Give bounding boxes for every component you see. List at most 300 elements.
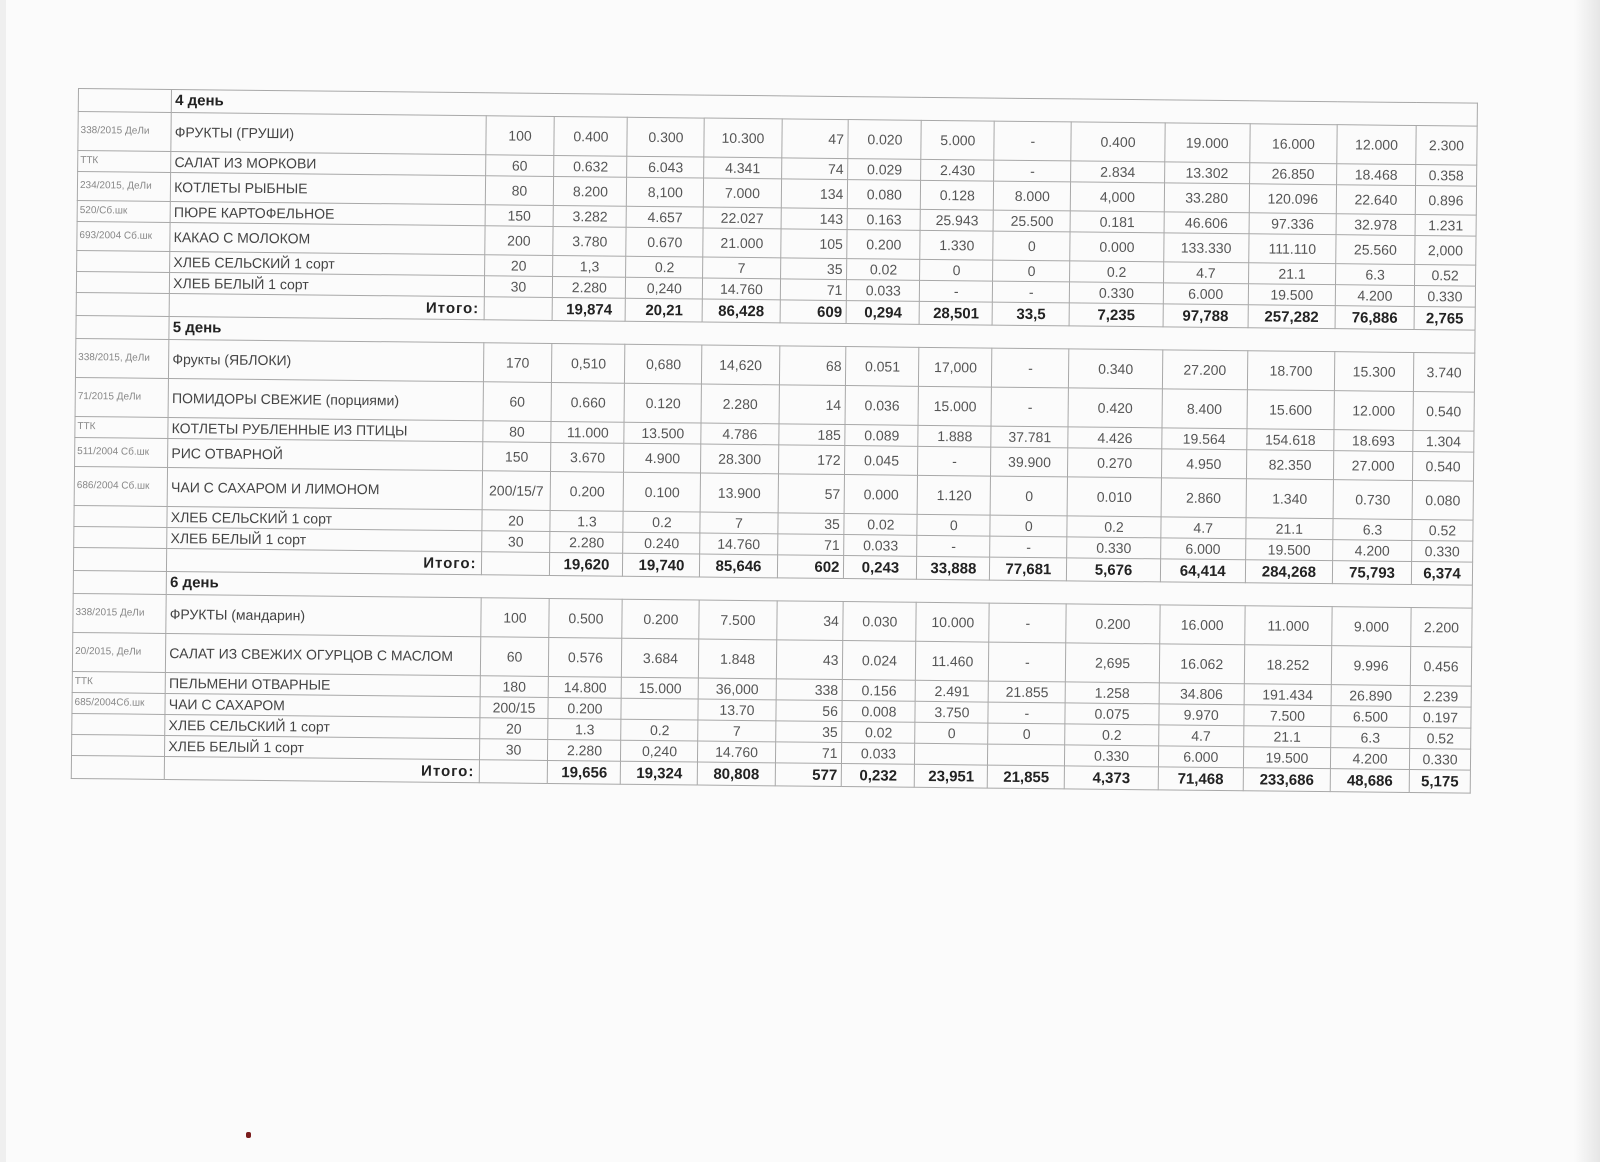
value-cell: 14.760 [698,741,775,763]
value-cell: 0.089 [845,425,918,447]
value-cell: 0.200 [622,599,699,639]
value-cell: 3.740 [1413,353,1474,393]
recipe-code: 511/2004 Сб.шк [75,437,169,467]
value-cell: 0.330 [1412,540,1473,562]
value-cell: 4.341 [704,157,781,179]
total-value: 284,268 [1245,560,1332,584]
value-cell: 56 [775,700,842,722]
value-cell: 1.3 [550,510,623,532]
total-value: 7,235 [1069,303,1163,327]
value-cell: 35 [777,513,844,535]
value-cell: 0.080 [848,180,921,210]
value-cell: 4.7 [1161,517,1246,539]
value-cell: 0.330 [1065,745,1158,767]
value-cell: 2.280 [550,531,623,553]
value-cell: 0.340 [1069,349,1163,389]
total-value: 4,373 [1065,766,1159,790]
value-cell: 3.750 [915,701,988,723]
recipe-code: 685/2004Сб.шк [72,692,165,714]
value-cell: 4.657 [627,206,704,228]
value-cell: 11.000 [1245,606,1333,646]
value-cell: 0.52 [1412,519,1473,541]
value-cell: 0 [990,515,1067,537]
value-cell: 1.258 [1066,682,1159,704]
value-cell: 1.304 [1413,430,1474,452]
value-cell: 7 [698,720,775,742]
value-cell: 0.200 [548,697,621,719]
value-cell: 120.096 [1249,184,1336,214]
value-cell: - [990,536,1067,558]
value-cell [479,760,548,784]
dish-name: ХЛЕБ СЕЛЬСКИЙ 1 сорт [167,506,481,530]
value-cell: 0.010 [1067,477,1161,517]
value-cell: 14 [779,385,846,425]
value-cell: 21.1 [1248,263,1335,285]
total-value: 64,414 [1160,559,1245,583]
value-cell: 25.943 [920,209,993,231]
total-value: 6,374 [1411,561,1472,585]
dish-name: ХЛЕБ СЕЛЬСКИЙ 1 сорт [165,714,479,738]
value-cell: 10.000 [916,602,989,642]
value-cell: 0.358 [1416,165,1477,187]
value-cell: 25.560 [1336,235,1415,265]
total-value: 5,175 [1409,769,1470,793]
code-cell [73,547,167,571]
value-cell: 0.500 [549,598,622,638]
value-cell: 27.200 [1162,350,1248,390]
value-cell: 0.200 [551,471,624,511]
value-cell: 0.540 [1413,451,1474,481]
value-cell: 0.181 [1070,211,1163,233]
value-cell: 2.280 [553,276,626,298]
recipe-code [74,526,167,548]
value-cell: 12.000 [1337,125,1416,165]
dish-name: ХЛЕБ СЕЛЬСКИЙ 1 сорт [170,251,484,275]
value-cell: 185 [778,424,845,446]
dish-name: ХЛЕБ БЕЛЫЙ 1 сорт [165,735,479,759]
value-cell: 37.781 [991,426,1068,448]
recipe-code [72,734,165,756]
value-cell: 0.045 [845,446,918,476]
value-cell: 26.850 [1249,163,1336,185]
value-cell: 35 [780,258,847,280]
value-cell: 0.420 [1068,388,1162,428]
value-cell: 200/15/7 [482,471,551,511]
value-cell: 43 [776,640,843,680]
value-cell: 60 [480,637,549,677]
value-cell: 15.000 [622,677,699,699]
value-cell: 0.330 [1409,748,1470,770]
value-cell: 25.500 [993,210,1070,232]
value-cell [621,698,698,720]
value-cell: 0.024 [843,641,916,681]
value-cell: 1.120 [917,475,990,515]
value-cell: 22.027 [704,207,781,229]
value-cell: 13.70 [698,699,775,721]
dish-name: ФРУКТЫ (ГРУШИ) [171,112,486,154]
value-cell: 19.500 [1245,539,1332,561]
value-cell: 14,620 [702,345,779,385]
total-value: 76,886 [1335,306,1414,330]
value-cell: 13.900 [701,473,778,513]
value-cell: 0.029 [848,159,921,181]
value-cell: 18.700 [1247,351,1335,391]
value-cell: 172 [778,445,845,475]
code-cell [73,570,167,594]
value-cell: 0.128 [921,180,994,210]
value-cell: 13.500 [624,422,701,444]
value-cell: 4.7 [1158,725,1243,747]
value-cell: 0.400 [554,116,627,156]
value-cell: 20 [484,255,553,277]
total-label: Итого: [165,756,479,782]
day-title: 6 день [166,571,1472,608]
value-cell: 0 [915,722,988,744]
value-cell: 0.2 [626,256,703,278]
table-body [71,89,1477,794]
value-cell: 0.020 [848,120,921,160]
value-cell: 0.036 [845,386,918,426]
value-cell: 0.033 [847,280,920,302]
total-value: 5,676 [1067,558,1161,582]
total-value: 2,765 [1414,307,1475,331]
recipe-code: 693/2004 Сб.шк [77,221,171,251]
dish-name: РИС ОТВАРНОЙ [168,438,483,470]
value-cell: 0.000 [1070,232,1164,262]
value-cell: 133.330 [1163,233,1248,263]
value-cell: 9.000 [1332,607,1411,647]
value-cell: 0.896 [1415,186,1476,216]
value-cell: 18.468 [1337,164,1416,186]
value-cell: - [988,702,1065,724]
value-cell: 15.300 [1334,352,1413,392]
dish-name: ПЮРЕ КАРТОФЕЛЬНОЕ [170,201,484,225]
value-cell: 4.200 [1330,748,1409,770]
value-cell: 0.240 [623,532,700,554]
value-cell: 0.075 [1065,703,1158,725]
total-value: 86,428 [703,299,780,323]
code-cell [76,315,170,339]
total-value: 33,888 [917,556,990,580]
value-cell [484,297,553,321]
value-cell: 0.100 [624,472,701,512]
value-cell: 111.110 [1249,234,1336,264]
value-cell: 97.336 [1249,213,1336,235]
total-value: 85,646 [700,554,777,578]
value-cell: 170 [483,343,552,383]
value-cell: 9.970 [1159,704,1244,726]
value-cell: 4.900 [624,443,701,473]
value-cell: 15.000 [918,386,991,426]
value-cell: 39.900 [991,447,1068,477]
value-cell: 0.2 [1070,261,1163,283]
value-cell: 34.806 [1159,683,1244,705]
value-cell: 4,000 [1071,182,1165,212]
value-cell [988,744,1065,766]
value-cell: 100 [485,116,554,156]
total-value: 602 [777,555,844,579]
value-cell: 0.270 [1068,448,1162,478]
recipe-code [77,250,170,272]
value-cell: 17,000 [919,347,992,387]
value-cell: 0 [990,476,1067,516]
value-cell: 14.760 [703,278,780,300]
value-cell: 4.7 [1163,262,1248,284]
value-cell: 0.080 [1412,480,1473,520]
ink-speck [246,1132,251,1138]
value-cell: 0.330 [1067,537,1160,559]
dish-name: ЧАИ С САХАРОМ И ЛИМОНОМ [167,467,482,509]
recipe-code: 520/Сб.шк [77,200,170,222]
value-cell: 2.300 [1416,126,1477,166]
value-cell: 0.120 [624,383,701,423]
value-cell: 10.300 [704,118,781,158]
total-value: 19,740 [623,553,700,577]
total-value: 233,686 [1243,768,1330,792]
value-cell: 0 [917,514,990,536]
value-cell: 0 [988,723,1065,745]
value-cell: 34 [776,601,843,641]
value-cell: 143 [781,208,848,230]
recipe-code: ТТК [75,416,168,438]
value-cell: 19.000 [1164,123,1250,163]
recipe-code: 338/2015 ДеЛи [73,593,167,633]
menu-nutrition-table [71,88,1478,794]
value-cell: 57 [778,474,845,514]
value-cell: 71 [777,534,844,556]
value-cell: 16.000 [1159,605,1245,645]
code-cell [71,755,165,779]
value-cell: 16.000 [1250,124,1338,164]
value-cell: 0.2 [621,719,698,741]
value-cell: 150 [485,205,554,227]
value-cell: 2.860 [1161,478,1247,518]
value-cell: - [917,535,990,557]
value-cell: 0.033 [842,743,915,765]
value-cell: 7.500 [699,600,776,640]
value-cell: 0.330 [1414,286,1475,308]
value-cell: 1.848 [699,639,776,679]
value-cell: 26.890 [1331,685,1410,707]
value-cell: 4.200 [1333,540,1412,562]
value-cell: 0.52 [1410,727,1471,749]
value-cell: 21.1 [1243,726,1330,748]
value-cell: 7 [703,257,780,279]
value-cell: 36,000 [699,678,776,700]
value-cell: 0.540 [1413,392,1474,432]
value-cell: 3.282 [554,205,627,227]
value-cell: 180 [480,676,549,698]
value-cell: 8.400 [1162,389,1248,429]
value-cell: 0.300 [627,117,704,157]
value-cell: 100 [480,598,549,638]
value-cell: 4.200 [1335,285,1414,307]
scan-edge-left [0,0,6,1162]
value-cell: - [918,446,991,476]
value-cell: 18.252 [1244,645,1332,685]
value-cell: 9.996 [1331,646,1410,686]
dish-name: КОТЛЕТЫ РУБЛЕННЫЕ ИЗ ПТИЦЫ [168,417,482,441]
value-cell: 14.760 [700,533,777,555]
value-cell: 0.400 [1071,122,1165,162]
value-cell: 7 [700,512,777,534]
value-cell: 30 [484,276,553,298]
value-cell: 0.330 [1070,282,1163,304]
value-cell: 0.2 [623,511,700,533]
value-cell: 0.02 [842,722,915,744]
value-cell: 35 [775,721,842,743]
value-cell: 1.340 [1246,479,1334,519]
recipe-code: ТТК [78,151,171,173]
value-cell: 0.030 [843,602,916,642]
value-cell: 5.000 [921,120,994,160]
value-cell: 18.693 [1334,430,1413,452]
value-cell: 8.200 [554,176,627,206]
value-cell: 80 [482,421,551,443]
total-value: 19,620 [550,552,623,576]
value-cell: 2,695 [1066,643,1160,683]
total-value: 609 [780,300,847,324]
value-cell: 2.280 [701,384,778,424]
value-cell: 0.197 [1410,706,1471,728]
value-cell: - [994,121,1071,161]
day-title: 4 день [172,89,1478,126]
value-cell: 27.000 [1333,451,1412,481]
value-cell: 74 [781,158,848,180]
dish-name: ФРУКТЫ (мандарин) [166,594,481,636]
total-value: 71,468 [1158,767,1243,791]
value-cell: 12.000 [1334,391,1413,431]
value-cell: 71 [780,279,847,301]
value-cell: 20 [481,510,550,532]
value-cell: 60 [485,155,554,177]
total-value: 28,501 [919,301,992,325]
total-value: 33,5 [992,302,1069,326]
value-cell [915,743,988,765]
value-cell: 0.008 [842,701,915,723]
value-cell: 0.660 [551,382,624,422]
dish-name: ПЕЛЬМЕНИ ОТВАРНЫЕ [165,672,479,696]
value-cell: 0.051 [846,347,919,387]
value-cell: 1,3 [553,255,626,277]
value-cell: 0,510 [552,343,625,383]
value-cell: 80 [485,176,554,206]
value-cell: 68 [779,346,846,386]
value-cell: 0,240 [621,740,698,762]
value-cell: 2.491 [916,680,989,702]
value-cell: - [994,160,1071,182]
value-cell: 0.730 [1333,480,1412,520]
total-label: Итого: [169,293,483,319]
value-cell: 0.576 [549,637,622,677]
dish-name: Фрукты (ЯБЛОКИ) [169,339,484,381]
value-cell: 191.434 [1244,684,1331,706]
dish-name: ХЛЕБ БЕЛЫЙ 1 сорт [170,272,484,296]
total-value: 21,855 [988,765,1065,789]
value-cell: 0.02 [847,259,920,281]
value-cell: 7.500 [1244,705,1331,727]
value-cell: 0.02 [844,514,917,536]
recipe-code: 338/2015 ДеЛи [78,112,172,152]
value-cell: 4.786 [701,423,778,445]
value-cell: 7.000 [704,178,781,208]
code-cell [78,89,172,113]
value-cell: 11.460 [916,641,989,681]
dish-name: ХЛЕБ БЕЛЫЙ 1 сорт [167,527,481,551]
value-cell: 2.280 [548,739,621,761]
recipe-code: 20/2015, ДеЛи [72,632,166,672]
value-cell: 6.000 [1158,746,1243,768]
value-cell: 16.062 [1159,644,1245,684]
value-cell: 30 [479,739,548,761]
value-cell: 32.978 [1336,214,1415,236]
total-label: Итого: [167,548,481,574]
value-cell: 1.330 [920,230,993,260]
value-cell: 20 [479,718,548,740]
value-cell: 8,100 [627,177,704,207]
dish-name: КОТЛЕТЫ РЫБНЫЕ [171,172,486,204]
recipe-code [72,713,165,735]
total-value: 48,686 [1330,769,1409,793]
value-cell: 6.500 [1331,706,1410,728]
total-value: 97,788 [1163,304,1248,328]
total-value: 19,656 [548,760,621,784]
value-cell: 0 [993,231,1070,261]
dish-name: САЛАТ ИЗ СВЕЖИХ ОГУРЦОВ С МАСЛОМ [166,633,481,675]
value-cell: 150 [482,442,551,472]
total-value: 77,681 [990,557,1067,581]
value-cell: 30 [481,531,550,553]
total-value: 19,874 [553,297,626,321]
total-value: 577 [775,763,842,787]
value-cell: 0.200 [1066,604,1160,644]
recipe-code: 234/2015, ДеЛи [77,172,171,202]
dish-name: САЛАТ ИЗ МОРКОВИ [171,151,485,175]
value-cell: 2.834 [1071,161,1164,183]
dish-name: ПОМИДОРЫ СВЕЖИЕ (порциями) [168,378,483,420]
value-cell: 47 [781,119,848,159]
value-cell: 71 [775,742,842,764]
dish-name: ЧАИ С САХАРОМ [165,693,479,717]
recipe-code [76,271,169,293]
value-cell: 134 [781,179,848,209]
value-cell: 6.3 [1331,727,1410,749]
value-cell: 0.156 [843,680,916,702]
value-cell: 4.426 [1068,427,1161,449]
code-cell [76,292,170,316]
value-cell: 6.000 [1163,283,1248,305]
day-title: 5 день [169,316,1475,353]
value-cell: 11.000 [551,421,624,443]
value-cell: 200 [484,226,553,256]
value-cell: 0,680 [625,344,702,384]
value-cell: 4.950 [1161,449,1246,479]
total-value: 19,324 [621,761,698,785]
value-cell: 3.780 [553,226,626,256]
value-cell: 1.3 [548,718,621,740]
value-cell [481,552,550,576]
total-value: 23,951 [915,764,988,788]
value-cell: 105 [780,229,847,259]
value-cell: 6.3 [1333,519,1412,541]
value-cell: 21.855 [988,681,1065,703]
value-cell: 0.456 [1410,646,1471,686]
total-value: 0,294 [846,301,919,325]
value-cell: 2.239 [1410,685,1471,707]
value-cell: 21.000 [703,228,780,258]
value-cell: 0.2 [1065,724,1158,746]
value-cell: 0.033 [844,535,917,557]
